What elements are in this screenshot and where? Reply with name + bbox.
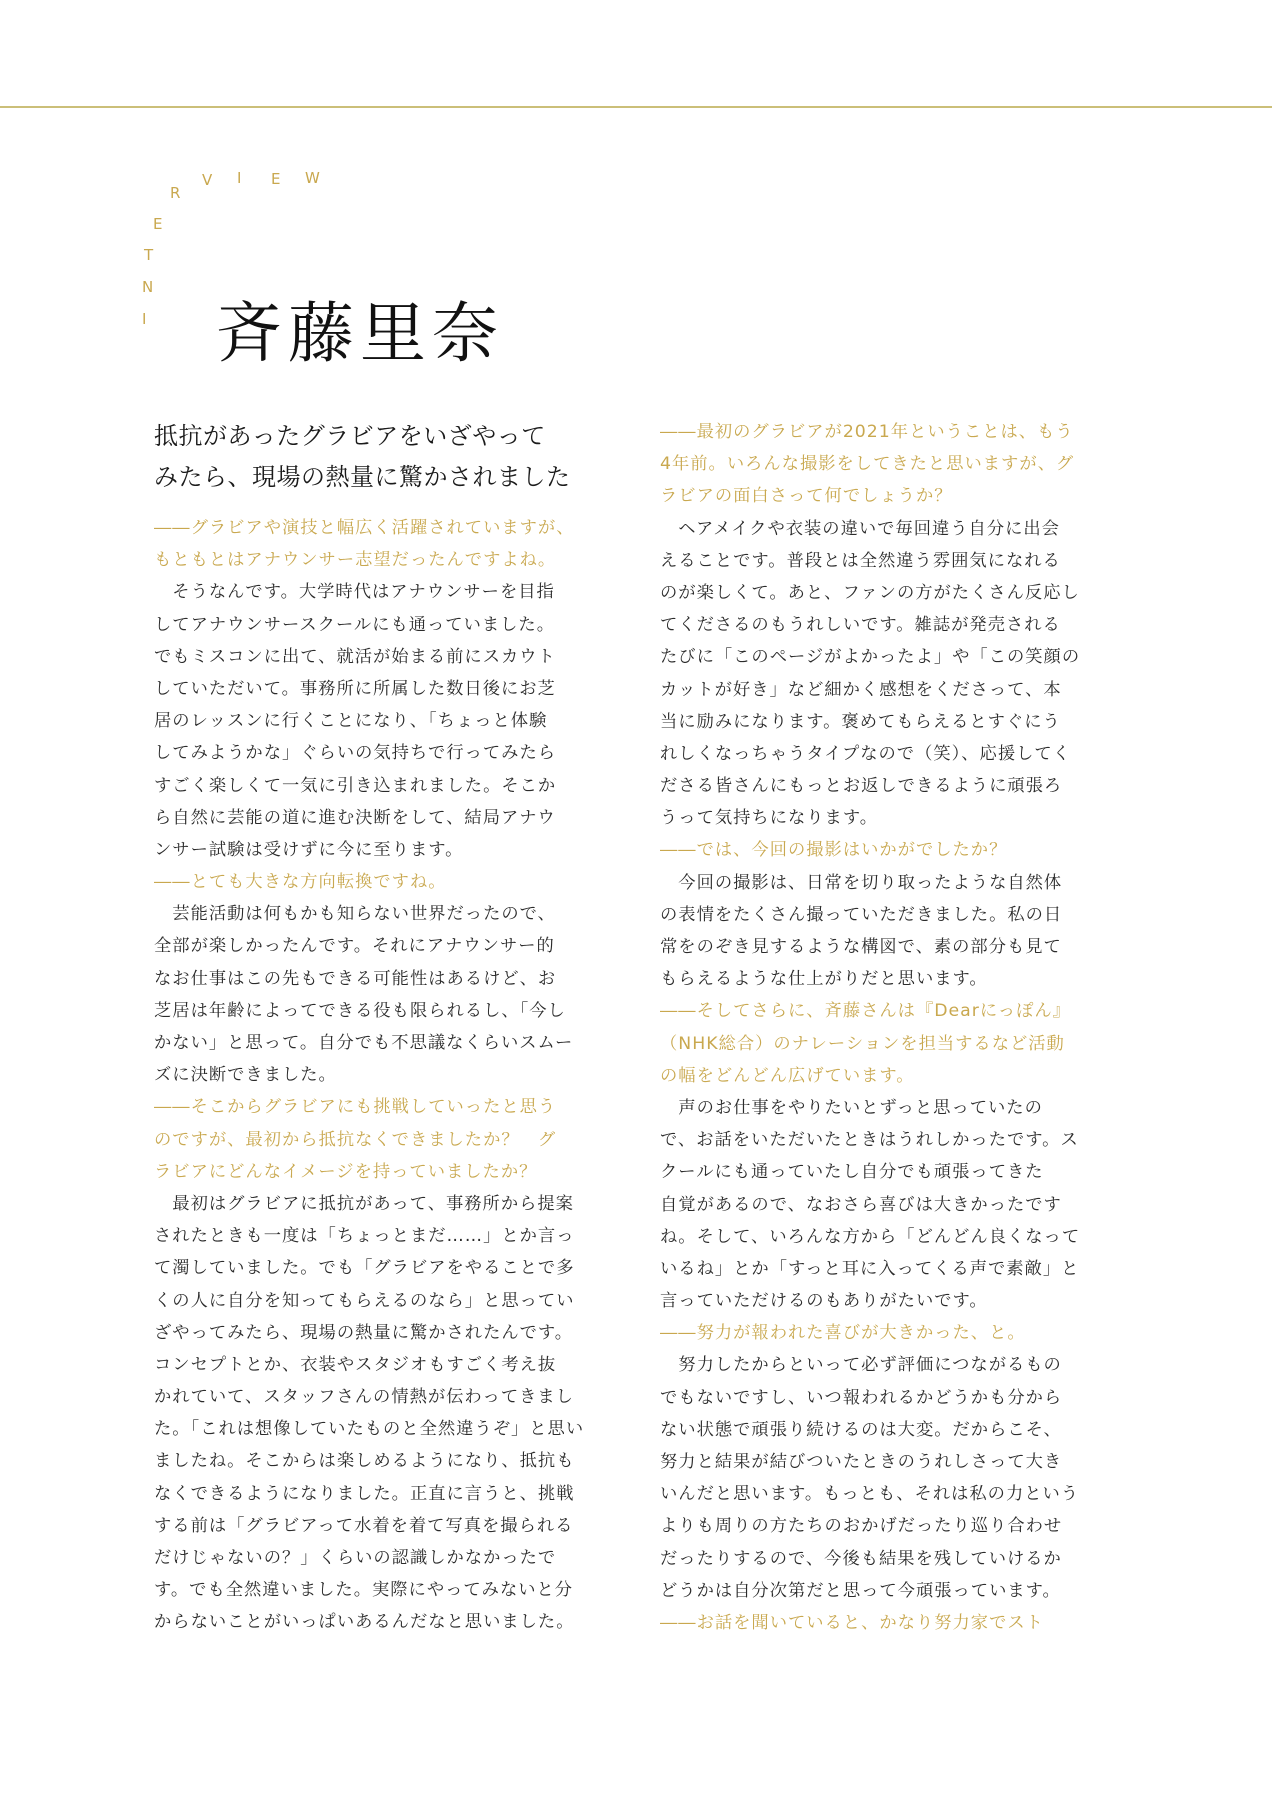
answer-line: 常をのぞき見するような構図で、素の部分も見て bbox=[660, 937, 1062, 957]
answer-line: 芝居は年齢によってできる役も限られるし、「今し bbox=[154, 1000, 566, 1021]
answer-line: のが楽しくて。あと、ファンの方がたくさん反応し bbox=[660, 582, 1080, 603]
answer-line: うって気持ちになります。 bbox=[660, 808, 878, 829]
right-column-body bbox=[660, 416, 1080, 1639]
arc-letter: E bbox=[271, 170, 281, 188]
answer-line: してアナウンサースクールにも通っていました。 bbox=[154, 614, 555, 635]
right-column bbox=[660, 416, 1080, 1639]
arc-letter: W bbox=[305, 169, 320, 187]
answer-line: えることです。普段とは全然違う雰囲気になれる bbox=[660, 550, 1061, 571]
answer-line: ざやってみたら、現場の熱量に驚かされたんです。 bbox=[154, 1322, 574, 1343]
answer-line: 言っていただけるのもありがたいです。 bbox=[660, 1291, 988, 1312]
answer-line: 最初はグラビアに抵抗があって、事務所から提案 bbox=[154, 1193, 574, 1214]
arc-letter: I bbox=[237, 169, 242, 187]
answer-line: クールにも通っていたし自分でも頑張ってきた bbox=[660, 1162, 1044, 1183]
left-column-body bbox=[154, 512, 585, 1639]
answer-line: してみようかな」ぐらいの気持ちで行ってみたら bbox=[154, 743, 557, 764]
answer-line: 居のレッスンに行くことになり、「ちょっと体験 bbox=[154, 711, 548, 732]
answer-line: 努力と結果が結びついたときのうれしさって大き bbox=[660, 1452, 1063, 1472]
answer-line: していただいて。事務所に所属した数日後にお芝 bbox=[154, 678, 556, 699]
headline-line: 抵抗があったグラビアをいざやって bbox=[154, 422, 546, 450]
question-line: ――グラビアや演技と幅広く活躍されていますが、 bbox=[154, 518, 575, 538]
question-line: ラビアの面白さって何でしょうか？ bbox=[660, 486, 953, 507]
arc-letter: I bbox=[142, 310, 147, 328]
question-line: ――そしてさらに、斉藤さんは『Dearにっぽん』 bbox=[660, 1001, 1071, 1022]
answer-line: なお仕事はこの先もできる可能性はあるけど、お bbox=[154, 968, 557, 989]
answer-line: てくださるのもうれしいです。雑誌が発売される bbox=[660, 615, 1061, 636]
question-line: 4年前。いろんな撮影をしてきたと思いますが、グ bbox=[660, 454, 1075, 475]
answer-line: ズに決断できました。 bbox=[154, 1065, 337, 1086]
question-line: のですが、最初から抵抗なくできましたか？ グ bbox=[154, 1129, 557, 1150]
answer-line: なくできるようになりました。正直に言うと、挑戦 bbox=[154, 1483, 575, 1504]
answer-line: する前は「グラビアって水着を着て写真を撮られる bbox=[154, 1515, 574, 1536]
question-line: ――お話を聞いていると、かなり努力家でスト bbox=[660, 1612, 1044, 1633]
answer-line: いんだと思います。もっとも、それは私の力という bbox=[660, 1484, 1080, 1505]
answer-line: れしくなっちゃうタイプなので（笑）、応援してく bbox=[660, 743, 1071, 764]
answer-line: ない状態で頑張り続けるのは大変。だからこそ、 bbox=[660, 1419, 1062, 1440]
answer-line: だけじゃないの？」くらいの認識しかなかったで bbox=[154, 1548, 557, 1568]
arc-letter: R bbox=[170, 184, 181, 202]
answer-line: 努力したからといって必ず評価につながるもの bbox=[660, 1355, 1062, 1376]
answer-line: もらえるような仕上がりだと思います。 bbox=[660, 969, 988, 990]
question-line: ラビアにどんなイメージを持っていましたか？ bbox=[154, 1161, 538, 1182]
answer-line: ね。そして、いろんな方から「どんどん良くなって bbox=[660, 1226, 1081, 1247]
answer-line: 芸能活動は何もかも知らない世界だったので、 bbox=[154, 904, 556, 925]
answer-line: でもないですし、いつ報われるかどうかも分から bbox=[660, 1387, 1063, 1408]
question-line: ――そこからグラビアにも挑戦していったと思う bbox=[154, 1097, 557, 1118]
answer-line: の表情をたくさん撮っていただきました。私の日 bbox=[660, 904, 1063, 925]
answer-line: どうかは自分次第だと思って今頑張っています。 bbox=[660, 1580, 1061, 1601]
answer-line: すごく楽しくて一気に引き込まれました。そこか bbox=[154, 775, 557, 796]
answer-line: コンセプトとか、衣装やスタジオもすごく考え抜 bbox=[154, 1354, 557, 1375]
arc-letter: E bbox=[153, 215, 163, 233]
answer-line: た。「これは想像していたものと全然違うぞ」と思い bbox=[154, 1419, 585, 1440]
arc-letter: N bbox=[142, 278, 154, 296]
answer-line: て濁していました。でも「グラビアをやることで多 bbox=[154, 1258, 575, 1279]
answer-line: たびに「このページがよかったよ」や「この笑顔の bbox=[660, 647, 1081, 668]
answer-line: で、お話をいただいたときはうれしかったです。ス bbox=[660, 1130, 1079, 1151]
answer-line: そうなんです。大学時代はアナウンサーを目指 bbox=[154, 582, 555, 603]
headline-line: みたら、現場の熱量に驚かされました bbox=[154, 463, 571, 491]
arc-letter: V bbox=[202, 171, 213, 189]
question-line: ――とても大きな方向転換ですね。 bbox=[154, 872, 447, 893]
answer-line: からないことがいっぱいあるんだなと思いました。 bbox=[154, 1612, 575, 1633]
question-line: （NHK総合）のナレーションを担当するなど活動 bbox=[660, 1033, 1065, 1054]
question-line: もともとはアナウンサー志望だったんですよね。 bbox=[154, 550, 557, 571]
top-rule bbox=[0, 106, 1272, 108]
answer-line: ンサー試験は受けずに今に至ります。 bbox=[154, 839, 464, 860]
answer-line: カットが好き」など細かく感想をくださって、本 bbox=[660, 679, 1062, 700]
answer-line: ださる皆さんにもっとお返しできるように頑張ろ bbox=[660, 776, 1063, 797]
answer-line: ら自然に芸能の道に進む決断をして、結局アナウ bbox=[154, 807, 556, 828]
answer-line: 自覚があるので、なおさら喜びは大きかったです bbox=[660, 1194, 1062, 1215]
left-column bbox=[154, 416, 585, 1639]
question-line: ――最初のグラビアが2021年ということは、もう bbox=[660, 422, 1074, 442]
interviewee-name: 斉藤里奈 bbox=[216, 295, 504, 373]
answer-line: ましたね。そこからは楽しめるようになり、抵抗も bbox=[154, 1451, 575, 1472]
answer-line: 声のお仕事をやりたいとずっと思っていたの bbox=[660, 1097, 1043, 1118]
answer-line: されたときも一度は「ちょっとまだ……」とか言っ bbox=[154, 1226, 575, 1247]
answer-line: す。でも全然違いました。実際にやってみないと分 bbox=[154, 1580, 574, 1601]
answer-line: くの人に自分を知ってもらえるのなら」と思ってい bbox=[154, 1290, 575, 1311]
answer-line: でもミスコンに出て、就活が始まる前にスカウト bbox=[154, 646, 556, 667]
question-line: ――努力が報われた喜びが大きかった、と。 bbox=[660, 1323, 1026, 1344]
question-line: ――では、今回の撮影はいかがでしたか？ bbox=[660, 840, 1008, 861]
headline bbox=[154, 416, 574, 498]
answer-line: よりも周りの方たちのおかげだったり巡り合わせ bbox=[660, 1516, 1063, 1537]
answer-line: かれていて、スタッフさんの情熱が伝わってきまし bbox=[154, 1387, 574, 1408]
arc-letter: T bbox=[144, 246, 154, 264]
answer-line: ヘアメイクや衣装の違いで毎回違う自分に出会 bbox=[660, 518, 1060, 539]
answer-line: 当に励みになります。褒めてもらえるとすぐにう bbox=[660, 711, 1061, 732]
answer-line: 全部が楽しかったんです。それにアナウンサー的 bbox=[154, 936, 555, 957]
answer-line: いるね」とか「すっと耳に入ってくる声で素敵」と bbox=[660, 1258, 1080, 1279]
answer-line: かない」と思って。自分でも不思議なくらいスムー bbox=[154, 1033, 574, 1053]
question-line: の幅をどんどん広げています。 bbox=[660, 1065, 915, 1086]
answer-line: 今回の撮影は、日常を切り取ったような自然体 bbox=[660, 872, 1063, 893]
answer-line: だったりするので、今後も結果を残していけるか bbox=[660, 1548, 1062, 1569]
